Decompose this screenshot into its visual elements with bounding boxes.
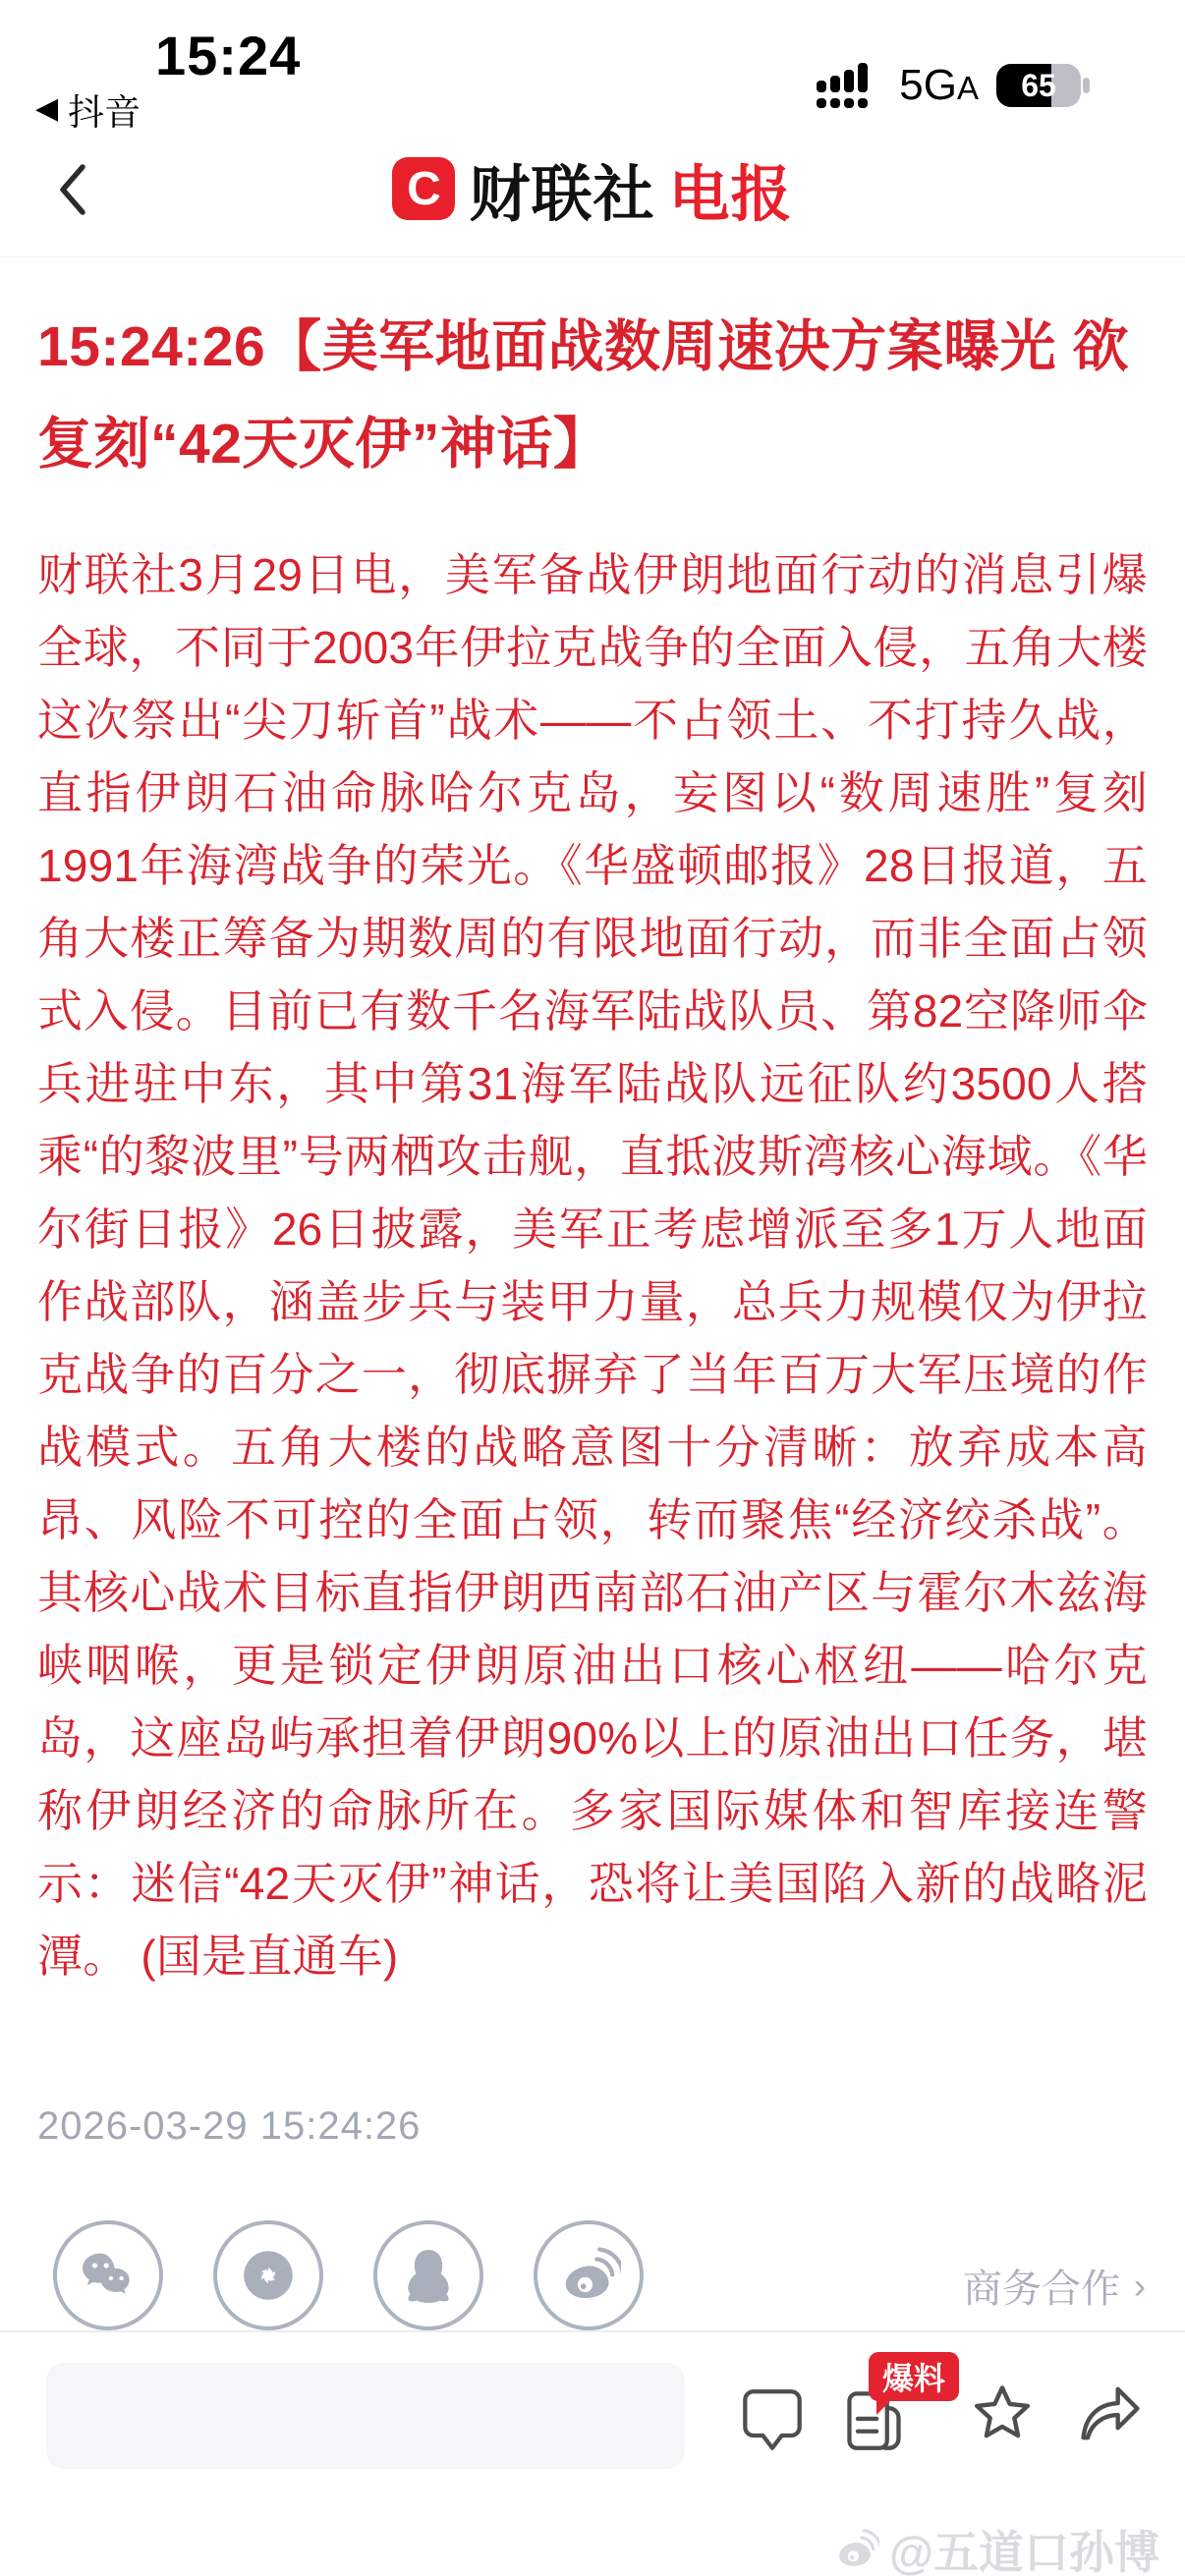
cls-logo-icon: C — [392, 157, 455, 220]
tip-badge[interactable]: 爆料 — [869, 2352, 959, 2401]
article-body: 财联社3月29日电，美军备战伊朗地面行动的消息引爆全球，不同于2003年伊拉克战争的全面入侵，五角大楼这次祭出“尖刀斩首”战术——不占领土、不打持久战，直指伊朗石油命脉哈尔克岛，妄图以“数周速胜”复刻1991年海湾战争的荣光。《华盛顿邮报》28日报道，五角大楼正筹备为期数周的有限地面行动，而非全面占领式入侵。目前已有数千名海军陆战队员、第82空降师伞兵进驻中东，其中第31海军陆战队远征队约3500人搭乘“的黎波里”号两栖攻击舰，直抵波斯湾核心海域。《华尔街日报》26日披露，美军正考虑增派至多1万人地面作战部队，涵盖步兵与装甲力量，总兵力规模仅为伊拉克战争的百分之一，彻底摒弃了当年百万大军压境的作战模式。五角大楼的战略意图十分清晰：放弃成本高昂、风险不可控的全面占领，转而聚焦“经济绞杀战”。其核心战术目标直指伊朗西南部石油产区与霍尔木兹海峡咽喉，更是锁定伊朗原油出口核心枢纽——哈尔克岛，这座岛屿承担着伊朗90%以上的原油出口任务，堪称伊朗经济的命脉所在。多家国际媒体和智库接连警示：迷信“42天灭伊”神话，恐将让美国陷入新的战略泥潭。 (国是直通车) — [37, 549, 1148, 1982]
wechat-icon — [76, 2243, 141, 2308]
watermark-text: @五道口孙博 — [889, 2527, 1159, 2576]
share-weibo-button[interactable] — [534, 2220, 644, 2330]
share-moments-button[interactable] — [213, 2220, 323, 2330]
wechat-moments-icon — [236, 2243, 301, 2308]
back-app-label: 抖音 — [68, 92, 141, 133]
weibo-icon — [556, 2243, 621, 2308]
share-qq-button[interactable] — [373, 2220, 483, 2330]
svg-text:65: 65 — [1021, 68, 1056, 103]
share-icon[interactable] — [1077, 2381, 1144, 2446]
qq-icon — [396, 2243, 461, 2308]
comment-icon[interactable] — [741, 2387, 804, 2452]
star-icon[interactable] — [971, 2383, 1034, 2448]
article-timestamp: 2026-03-29 15:24:26 — [37, 2104, 422, 2148]
share-channel-row — [53, 2220, 644, 2330]
cellular-signal-icon — [817, 63, 881, 108]
header-divider — [0, 256, 1185, 257]
weibo-watermark-icon — [832, 2526, 879, 2573]
logo-text-black: 财联社 — [469, 160, 655, 229]
status-right-cluster — [817, 61, 1091, 110]
back-triangle-icon: ◀ — [35, 92, 59, 125]
weibo-watermark — [832, 2517, 1159, 2576]
status-time: 15:24 — [155, 25, 302, 86]
share-wechat-button[interactable] — [53, 2220, 163, 2330]
battery-icon — [996, 63, 1091, 108]
logo-text-red: 电报 — [668, 160, 793, 229]
back-to-app-indicator[interactable] — [35, 83, 141, 136]
business-cooperation-link[interactable] — [963, 2258, 1146, 2314]
cls-telegraph-logo — [0, 147, 1185, 230]
business-cooperation-label: 商务合作 — [963, 2268, 1120, 2311]
chevron-right-icon: › — [1134, 2265, 1146, 2306]
article-title: 15:24:26【美军地面战数周速决方案曝光 欲复刻“42天灭伊”神话】 — [37, 315, 1130, 476]
bottom-bar-divider — [0, 2330, 1185, 2332]
comment-input[interactable] — [46, 2363, 685, 2469]
network-type-label: 5GA — [899, 61, 979, 109]
